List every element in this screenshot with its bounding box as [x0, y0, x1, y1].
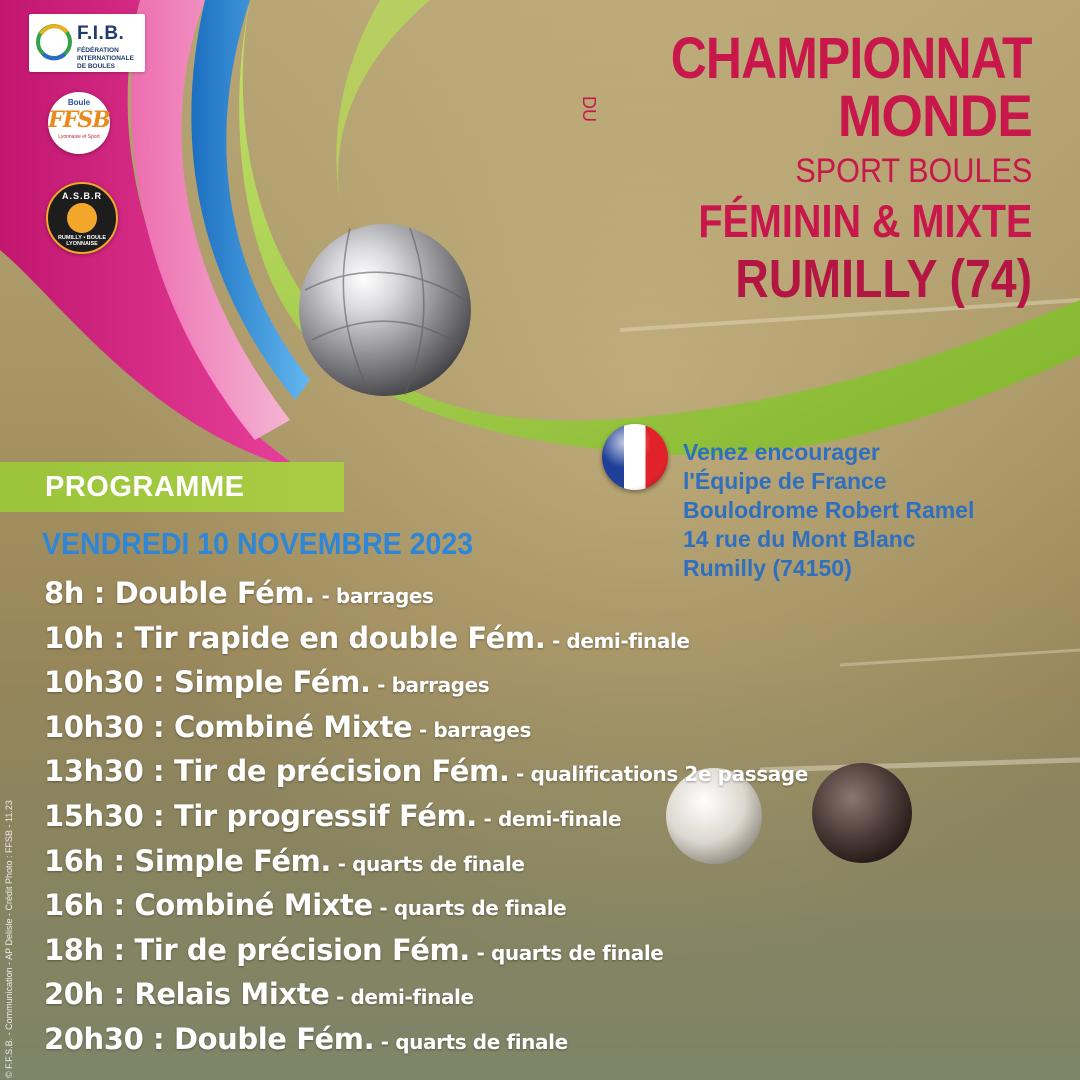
- schedule-time: 15h30: [44, 798, 144, 833]
- ffsb-logo: [48, 92, 110, 154]
- title-monde: MONDE: [837, 84, 1032, 149]
- schedule-time: 18h: [44, 932, 104, 967]
- schedule-stage: quarts de finale: [395, 1029, 568, 1054]
- title-du: DU: [579, 96, 599, 122]
- title-championnat: CHAMPIONNAT: [671, 26, 1032, 91]
- schedule-row: 10h30 : Simple Fém. - barrages: [44, 665, 490, 700]
- programme-label: PROGRAMME: [45, 471, 245, 503]
- schedule-time: 20h30: [44, 1021, 144, 1056]
- schedule-row: 8h : Double Fém. - barrages: [44, 576, 434, 610]
- info-line: 14 rue du Mont Blanc: [683, 526, 916, 552]
- photo-credit: © F.F.S.B. - Communication - AP Delisle - Crédit Photo : FFSB - 11.23: [4, 800, 14, 1078]
- schedule-event: Tir de précision Fém.: [134, 932, 470, 967]
- venue-info: [683, 438, 1063, 583]
- title-feminin-mixte: FÉMININ & MIXTE: [697, 195, 1032, 247]
- schedule-time: 10h: [44, 620, 104, 655]
- ffsb-main-text: FFSB: [48, 107, 110, 133]
- schedule-time: 8h: [44, 576, 85, 610]
- schedule-event: Simple Fém.: [134, 843, 332, 878]
- schedule-stage: quarts de finale: [393, 896, 567, 921]
- schedule-time: 13h30: [44, 754, 144, 789]
- schedule-row: 10h : Tir rapide en double Fém. - demi-finale: [44, 620, 690, 655]
- info-line: Rumilly (74150): [683, 555, 852, 581]
- info-line: Venez encourager: [683, 439, 880, 465]
- schedule-row: 20h : Relais Mixte - demi-finale: [44, 977, 474, 1012]
- schedule-time: 10h30: [44, 665, 144, 700]
- schedule-event: Double Fém.: [173, 1021, 375, 1056]
- asbr-logo: [46, 182, 118, 254]
- fib-name: F.I.B.: [77, 23, 125, 44]
- schedule-stage: qualifications 2e passage: [530, 762, 808, 787]
- schedule-event: Tir de précision Fém.: [173, 754, 510, 789]
- info-line: l'Équipe de France: [683, 468, 887, 494]
- info-line: Boulodrome Robert Ramel: [683, 497, 975, 523]
- schedule-stage: demi-finale: [566, 628, 690, 653]
- schedule-stage: quarts de finale: [352, 851, 525, 876]
- programme-date: VENDREDI 10 NOVEMBRE 2023: [42, 526, 474, 561]
- schedule-row: 13h30 : Tir de précision Fém. - qualifications 2e passage: [44, 754, 808, 789]
- asbr-top-text: A.S.B.R: [61, 191, 102, 201]
- schedule-row: 18h : Tir de précision Fém. - quarts de finale: [44, 932, 664, 967]
- ffsb-bottom-text: Lyonnaise et Sport: [58, 134, 100, 140]
- schedule-stage: demi-finale: [350, 985, 474, 1010]
- schedule-row: 15h30 : Tir progressif Fém. - demi-finale: [44, 798, 622, 833]
- schedule-event: Double Fém.: [114, 576, 315, 610]
- asbr-bottom-text: RUMILLY • BOULE LYONNAISE: [57, 235, 107, 247]
- schedule-row: 16h : Combiné Mixte - quarts de finale: [44, 888, 567, 923]
- schedule-event: Tir progressif Fém.: [173, 798, 477, 833]
- france-flag-icon: [602, 424, 668, 490]
- schedule-row: 16h : Simple Fém. - quarts de finale: [44, 843, 525, 878]
- schedule-time: 10h30: [44, 709, 144, 744]
- schedule-event: Simple Fém.: [173, 665, 371, 700]
- schedule-time: 16h: [44, 888, 104, 923]
- fib-emblem-icon: [35, 22, 73, 62]
- schedule-stage: barrages: [335, 584, 434, 608]
- schedule-stage: quarts de finale: [490, 940, 664, 965]
- schedule-row: 20h30 : Double Fém. - quarts de finale: [44, 1021, 568, 1056]
- schedule-time: 20h: [44, 977, 104, 1012]
- title-sport-boules: SPORT BOULES: [795, 152, 1032, 190]
- fib-logo: [29, 14, 145, 72]
- schedule-time: 16h: [44, 843, 104, 878]
- programme-banner: [0, 462, 344, 512]
- schedule-stage: barrages: [433, 717, 531, 742]
- title-location: RUMILLY (74): [735, 249, 1032, 309]
- schedule-row: 10h30 : Combiné Mixte - barrages: [44, 709, 531, 744]
- schedule-event: Tir rapide en double Fém.: [134, 620, 546, 655]
- schedule-event: Combiné Mixte: [173, 709, 413, 744]
- schedule-stage: demi-finale: [497, 806, 622, 831]
- schedule-list: [44, 576, 1004, 1067]
- fib-subtitle: FÉDÉRATION INTERNATIONALE DE BOULES: [77, 47, 134, 70]
- player-figure-icon: [67, 203, 97, 233]
- schedule-event: Combiné Mixte: [134, 888, 373, 923]
- schedule-stage: barrages: [391, 673, 490, 698]
- ffsb-top-text: Boule: [67, 98, 91, 107]
- schedule-event: Relais Mixte: [134, 977, 330, 1012]
